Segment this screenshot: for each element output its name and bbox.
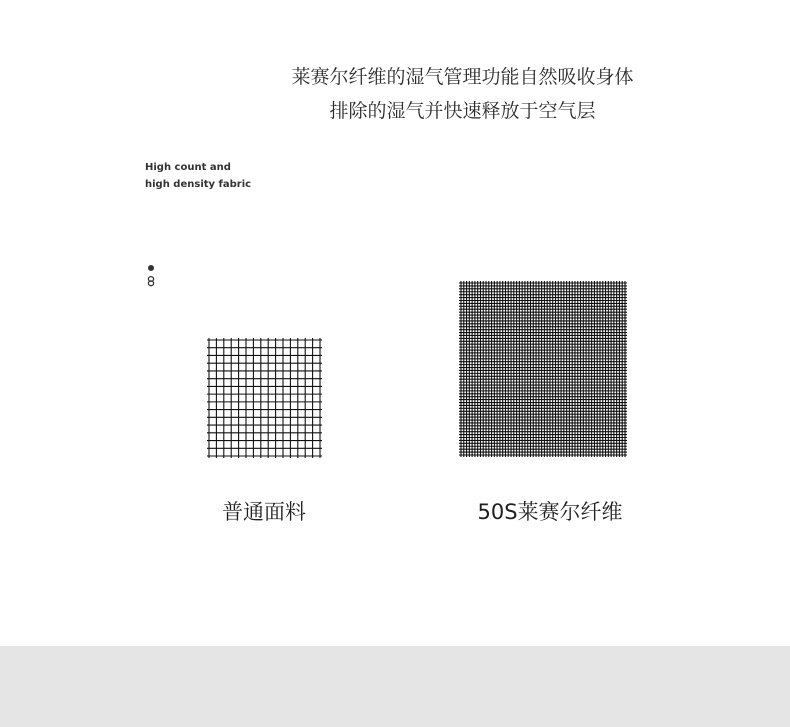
ring-icon: [146, 275, 156, 287]
headline-line-2: 排除的湿气并快速释放于空气层: [329, 100, 596, 122]
bullet-dot-icon: [148, 265, 154, 271]
footer-band: [0, 646, 790, 727]
caption-line-1: High count and: [145, 162, 231, 173]
lyocell-fabric-label: 50S莱赛尔纤维: [477, 500, 623, 524]
headline-line-1: 莱赛尔纤维的湿气管理功能自然吸收身体: [291, 66, 634, 88]
fabric-caption: [145, 159, 251, 193]
lyocell-fabric-grid: [459, 281, 627, 457]
headline: [0, 60, 790, 128]
normal-fabric-grid: [207, 338, 322, 458]
caption-line-2: high density fabric: [145, 179, 252, 190]
normal-fabric-label: 普通面料: [222, 500, 306, 524]
